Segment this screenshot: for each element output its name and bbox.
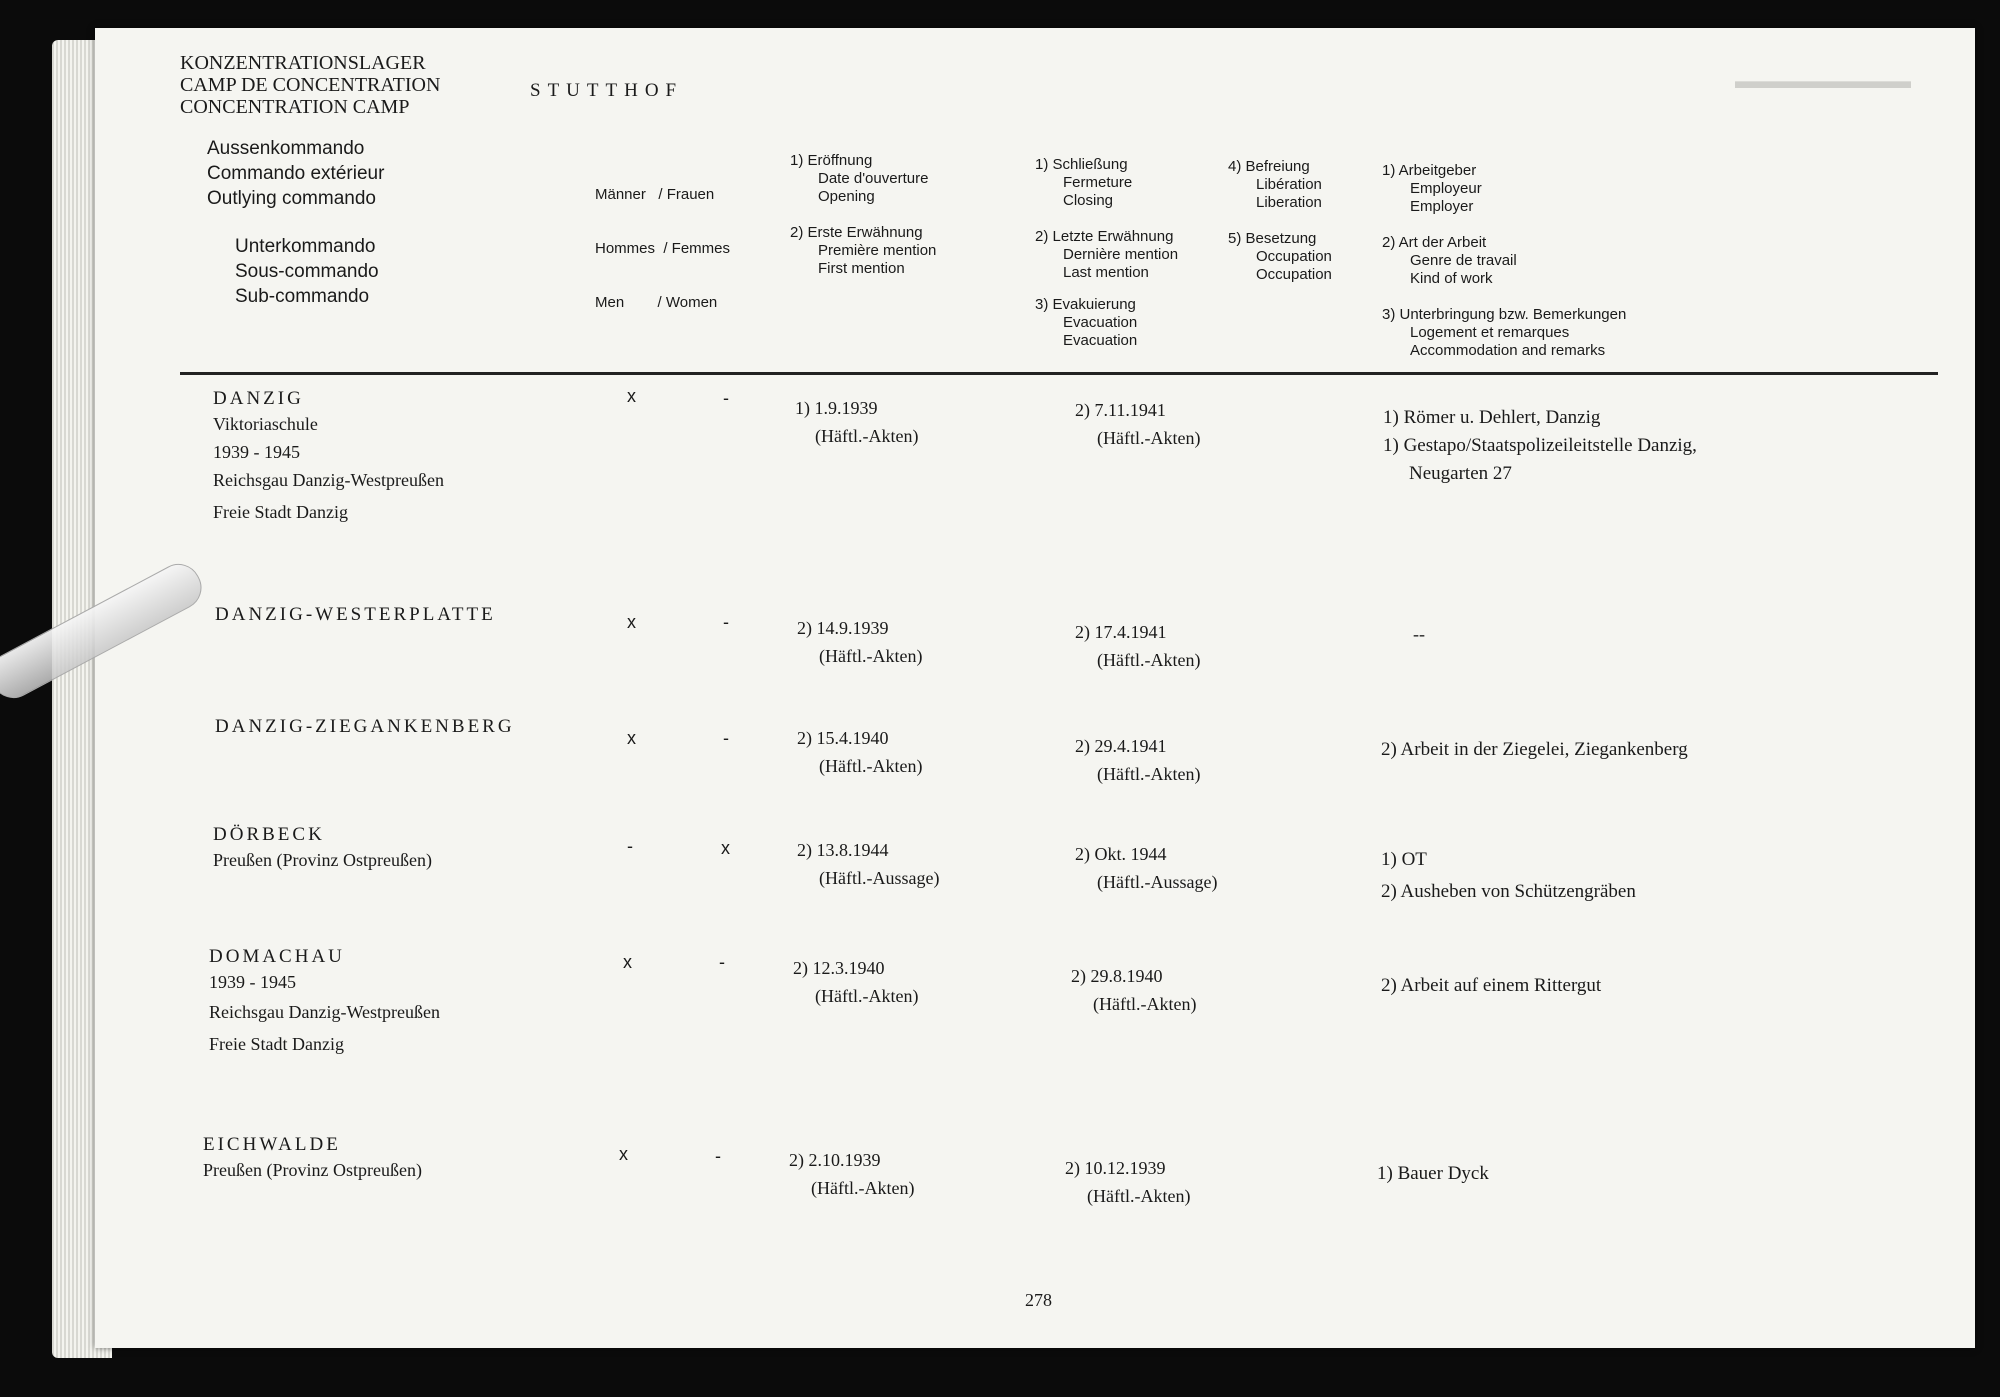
cell-line: 2) 10.12.1939 <box>1065 1158 1166 1178</box>
cell-line: 2) 15.4.1940 <box>797 728 889 748</box>
title-line: CAMP DE CONCENTRATION <box>180 74 441 96</box>
entry-line: Freie Stadt Danzig <box>209 1034 344 1054</box>
last-mention-header <box>1035 228 1178 282</box>
entry-doerbeck <box>213 824 432 874</box>
remarks-cell: -- <box>1413 624 1425 644</box>
header-line: Employeur <box>1410 180 1482 197</box>
header-line: 1) Arbeitgeber <box>1382 162 1477 179</box>
closing-cell <box>1065 1154 1190 1210</box>
evacuation-header <box>1035 296 1137 350</box>
entry-name: DANZIG-WESTERPLATTE <box>215 604 496 625</box>
employer-header <box>1382 162 1482 216</box>
entry-eichwalde <box>203 1134 422 1184</box>
remarks-cell: 2) Arbeit auf einem Rittergut <box>1381 975 1602 996</box>
cell-line: (Häftl.-Akten) <box>1097 650 1201 670</box>
sub-line: Sub-commando <box>235 286 370 307</box>
header-line: 3) Evakuierung <box>1035 296 1136 313</box>
women-mark: - <box>723 388 729 408</box>
header-line: Opening <box>818 188 875 205</box>
men-mark: x <box>627 386 636 406</box>
work-header <box>1382 234 1517 288</box>
entry-line: Reichsgau Danzig-Westpreußen <box>213 470 444 490</box>
men-mark: - <box>627 836 633 856</box>
sub-line: Sous-commando <box>235 261 379 282</box>
entry-name: EICHWALDE <box>203 1134 341 1155</box>
cell-line: 1) Römer u. Dehlert, Danzig <box>1383 407 1601 428</box>
cell-line: (Häftl.-Akten) <box>819 756 923 776</box>
gender-line: Männer / Frauen <box>595 186 715 203</box>
women-mark: - <box>719 952 725 972</box>
cell-line: 1) OT <box>1381 849 1427 870</box>
header-line: First mention <box>818 260 905 277</box>
camp-name: STUTTHOF <box>530 80 684 101</box>
cell-line: 2) 7.11.1941 <box>1075 400 1166 420</box>
entry-danzig <box>213 388 444 526</box>
header-line: Evacuation <box>1063 332 1138 349</box>
remarks-cell <box>1383 404 1697 488</box>
cell-line: (Häftl.-Akten) <box>1087 1186 1191 1206</box>
closing-cell <box>1075 732 1200 788</box>
men-mark: x <box>623 952 632 972</box>
cell-line: (Häftl.-Akten) <box>1097 428 1201 448</box>
book-page <box>95 28 1975 1348</box>
cell-line: 2) 13.8.1944 <box>797 840 889 860</box>
header-line: Libération <box>1256 176 1322 193</box>
cell-line: (Häftl.-Akten) <box>811 1178 915 1198</box>
opening-cell <box>797 836 939 892</box>
header-line: 2) Letzte Erwähnung <box>1035 228 1174 245</box>
remarks-cell: 2) Arbeit in der Ziegelei, Ziegankenberg <box>1381 739 1688 760</box>
cell-line: (Häftl.-Aussage) <box>1097 872 1218 892</box>
entry-line: Preußen (Provinz Ostpreußen) <box>203 1160 422 1180</box>
entry-danzig-ziegankenberg <box>215 716 515 738</box>
header-line: Liberation <box>1256 194 1322 211</box>
entry-name: DANZIG-ZIEGANKENBERG <box>215 716 515 737</box>
outlying-line: Outlying commando <box>207 188 376 209</box>
title-block <box>180 52 440 118</box>
header-line: Occupation <box>1256 266 1332 283</box>
entry-name: DÖRBECK <box>213 824 325 845</box>
header-line: 2) Erste Erwähnung <box>790 224 923 241</box>
women-mark: x <box>721 838 730 858</box>
sub-label <box>235 234 379 309</box>
header-line: 1) Eröffnung <box>790 152 873 169</box>
cell-line: 2) Ausheben von Schützengräben <box>1381 881 1636 902</box>
header-line: Accommodation and remarks <box>1410 342 1606 359</box>
closing-header <box>1035 156 1132 210</box>
women-mark: - <box>723 612 729 632</box>
cell-line: Neugarten 27 <box>1409 463 1512 484</box>
men-mark: x <box>627 728 636 748</box>
closing-cell <box>1075 840 1217 896</box>
header-line: Employer <box>1410 198 1474 215</box>
entry-line: Reichsgau Danzig-Westpreußen <box>209 1002 440 1022</box>
cell-line: (Häftl.-Akten) <box>1097 764 1201 784</box>
outlying-label <box>207 136 384 211</box>
header-line: Occupation <box>1256 248 1332 265</box>
remarks-cell: 1) Bauer Dyck <box>1377 1163 1489 1184</box>
title-line: CONCENTRATION CAMP <box>180 96 410 118</box>
header-rule <box>180 372 1938 375</box>
cell-line: (Häftl.-Aussage) <box>819 868 940 888</box>
header-line: Last mention <box>1063 264 1149 281</box>
header-line: Première mention <box>818 242 937 259</box>
header-line: 3) Unterbringung bzw. Bemerkungen <box>1382 306 1627 323</box>
remarks-header <box>1382 306 1626 360</box>
header-line: Dernière mention <box>1063 246 1179 263</box>
cell-line: (Häftl.-Akten) <box>1093 994 1197 1014</box>
header-line: Logement et remarques <box>1410 324 1570 341</box>
header-line: Date d'ouverture <box>818 170 929 187</box>
cell-line: (Häftl.-Akten) <box>815 426 919 446</box>
outlying-line: Aussenkommando <box>207 138 365 159</box>
closing-cell <box>1071 962 1196 1018</box>
cell-line: (Häftl.-Akten) <box>815 986 919 1006</box>
header-line: Evacuation <box>1063 314 1138 331</box>
first-mention-header <box>790 224 936 278</box>
occupation-header <box>1228 230 1332 284</box>
cell-line: 2) 2.10.1939 <box>789 1150 881 1170</box>
entry-line: Preußen (Provinz Ostpreußen) <box>213 850 432 870</box>
closing-cell <box>1075 618 1200 674</box>
opening-cell <box>789 1146 914 1202</box>
gender-header <box>595 150 730 348</box>
header-line: Fermeture <box>1063 174 1133 191</box>
opening-header <box>790 152 928 206</box>
liberation-header <box>1228 158 1322 212</box>
page-number: 278 <box>1025 1290 1052 1310</box>
header-line: 5) Besetzung <box>1228 230 1317 247</box>
men-mark: x <box>619 1144 628 1164</box>
men-mark: x <box>627 612 636 632</box>
header-line: 1) Schließung <box>1035 156 1128 173</box>
cell-line: 1) Gestapo/Staatspolizeileitstelle Danzig, <box>1383 435 1697 456</box>
entry-line: 1939 - 1945 <box>209 972 296 992</box>
sub-line: Unterkommando <box>235 236 376 257</box>
header-line: 2) Art der Arbeit <box>1382 234 1487 251</box>
cell-line: 2) 17.4.1941 <box>1075 622 1167 642</box>
opening-cell <box>797 614 922 670</box>
entry-danzig-westerplatte <box>215 604 496 626</box>
title-line: KONZENTRATIONSLAGER <box>180 52 426 74</box>
cell-line: 2) 29.8.1940 <box>1071 966 1163 986</box>
header-line: Closing <box>1063 192 1114 209</box>
women-mark: - <box>715 1146 721 1166</box>
entry-name: DANZIG <box>213 388 304 409</box>
bleed-through: ▬▬▬▬▬▬▬▬ <box>1735 68 1911 93</box>
gender-line: Men / Women <box>595 294 718 311</box>
entry-domachau <box>209 946 440 1058</box>
remarks-cell <box>1381 844 1636 908</box>
entry-line: Freie Stadt Danzig <box>213 502 348 522</box>
outlying-line: Commando extérieur <box>207 163 385 184</box>
women-mark: - <box>723 728 729 748</box>
cell-line: 1) 1.9.1939 <box>795 398 878 418</box>
opening-cell <box>797 724 922 780</box>
entry-line: 1939 - 1945 <box>213 442 300 462</box>
header-line: Kind of work <box>1410 270 1493 287</box>
header-line: Genre de travail <box>1410 252 1517 269</box>
gender-line: Hommes / Femmes <box>595 240 731 257</box>
opening-cell <box>793 954 918 1010</box>
header-line: 4) Befreiung <box>1228 158 1310 175</box>
opening-cell <box>795 394 918 450</box>
closing-cell <box>1075 396 1200 452</box>
entry-name: DOMACHAU <box>209 946 345 967</box>
cell-line: 2) 29.4.1941 <box>1075 736 1167 756</box>
cell-line: (Häftl.-Akten) <box>819 646 923 666</box>
cell-line: 2) Okt. 1944 <box>1075 844 1167 864</box>
cell-line: 2) 14.9.1939 <box>797 618 889 638</box>
cell-line: 2) 12.3.1940 <box>793 958 885 978</box>
entry-line: Viktoriaschule <box>213 414 318 434</box>
